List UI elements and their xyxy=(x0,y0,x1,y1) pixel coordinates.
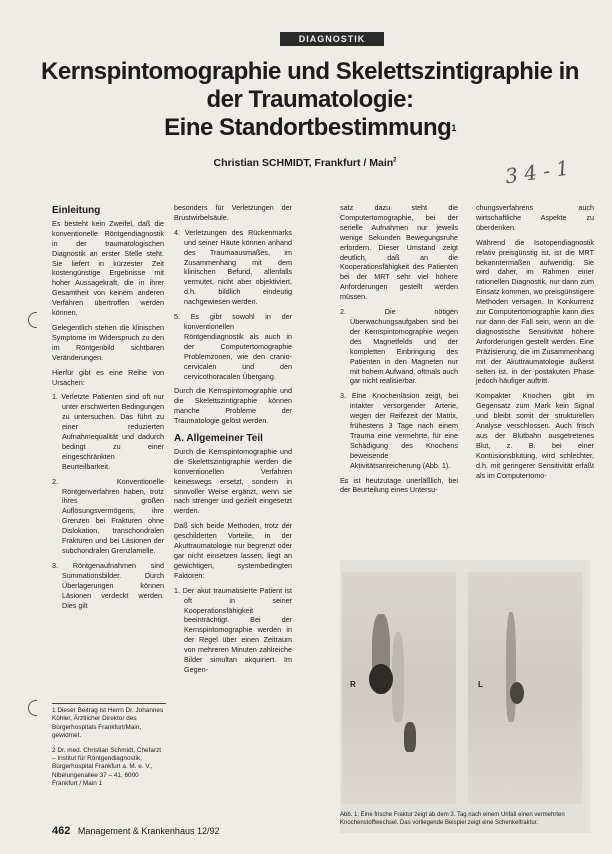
paragraph: Es ist heutzutage unerläßlich, bei der Beurteilung eines Untersu- xyxy=(340,475,458,495)
figure-caption: Abb. 1: Eine frische Fraktur zeigt ab dem 3. Tag nach einem Unfall einen vermehrten Knochenstoffwechsel. Das vorliegende Beispiel zeigt eine Schenkelfraktur. xyxy=(340,812,565,826)
paragraph: satz dazu steht die Computertomographie, bei der serielle Aufnahmen nur jeweils wenige Sekunden Bewegungsruhe erfordern. Dieser Umstand zeigt deutlich, daß an die Kooperationsfähigkeit des Patienten bei der MRT sehr viel höhere Anforderungen gestellt werden müssen. xyxy=(340,203,458,302)
factor-list xyxy=(174,586,292,675)
paragraph: Durch die Kernspintomographie und die Skelettszintigraphie können manche Probleme der Traumatologie gelöst werden. xyxy=(174,386,292,426)
list-item: 3. Röntgenaufnahmen sind Summationsbilder. Durch Überlagerungen können Läsionen verdeckt werden. Dies gilt xyxy=(52,560,164,610)
author-footnote-mark: 2 xyxy=(393,157,397,164)
paragraph: Hierfür gibt es eine Reihe von Ursachen: xyxy=(52,367,164,387)
cause-list xyxy=(52,392,164,610)
paragraph: besonders für Verletzungen der Brustwirbelsäule. xyxy=(174,203,292,222)
title-line-3: Eine Standortbestimmung$^1$ xyxy=(164,114,456,141)
heading-allgemeiner-teil: A. Allgemeiner Teil xyxy=(174,433,263,445)
paragraph: Es besteht kein Zweifel, daß die konventionelle Röntgendiagnostik in der traumatologischen Diagnostik an erster Stelle steht. Sie liefert in kürzester Zeit kostengünstige Ergebnisse mit hoher Aussagekraft, die in ihrer Gesamtheit von keinem anderen Verfahren übertroffen werden können. xyxy=(52,218,164,318)
footnotes xyxy=(52,703,166,795)
scintigram-left-image xyxy=(342,572,456,804)
section-banner: DIAGNOSTIK xyxy=(280,32,384,46)
author-line: Christian SCHMIDT, Frankfurt / Main$^2$ xyxy=(213,157,397,169)
page-number: 462 xyxy=(52,825,71,837)
list-item: 2. Konventionelle Röntgenverfahren haben, trotz ihres großen Auflösungsvermögens, ihre Grenzen bei Frakturen ohne Dislokation, transchondralen Frakturen und bei Läsionen der subchondralen Grenzlamelle. xyxy=(52,476,164,555)
paragraph: Kompakter Knochen gibt im Gegensatz zum Mark kein Signal und bleibt somit der strukturellen Analyse verschlossen. Auch frisch aus der Blutbahn ausgetretenes Blut, z. B. bei einer Kontusionsblutung, wird schlechter, d.h. mit geringerer Sensitivität erfaßt als im Computertomo- xyxy=(476,391,594,480)
footnote: 1 Dieser Beitrag ist Herrn Dr. Johannes Köhler, Ärztlicher Direktor des Bürgerhospitals Frankfurt/Main, gewidmet. xyxy=(52,707,164,740)
figure-scintigraphy xyxy=(340,560,590,833)
list-item: 4. Verletzungen des Rückenmarks und seiner Häute können anhand des Traumaausmaßes, im Zusammenhang mit dem klinischen Befund, allenfalls vermutet, nicht aber objektiviert, d.h. bildlich eindeutig nachgewiesen werden. xyxy=(174,227,292,307)
handwritten-note: 3 4 - 1 xyxy=(503,155,571,189)
factor-list-continued xyxy=(340,307,458,471)
text-column-4 xyxy=(476,203,594,485)
title-line-1: Kernspintomographie und Skelettszintigraphie in xyxy=(41,58,579,85)
list-item: 1. Verletzte Patienten sind oft nur unter erschwerten Bedingungen zu untersuchen. Das führt zu einer reduzierten Aufnahmequalität und dadurch bedingt zu einer eingeschränkten Beurteilbarkeit. xyxy=(52,392,164,471)
heading-einleitung: Einleitung xyxy=(52,205,101,216)
page-footer xyxy=(52,825,332,837)
article-title xyxy=(40,58,580,142)
paragraph: Während die Isotopendiagnostik relativ preisgünstig ist, ist die MRT bekanntermaßen aufwendig. Sie wird daher, im Rahmen einer rationellen Diagnostik, nur dann zum Einsatz kommen, wo preisgünstigere Methoden versagen. In Konkurrenz zur Computertomographie kann dies nur dann der Fall sein, wenn an die diagnostische Sensitivität höhere Anforderungen gestellt werden. Eine Präzisierung, die im Zusammenhang mit der Akuttraumatologie äußerst selten ist, in der postakuten Phase jedoch häufiger auftritt. xyxy=(476,237,594,386)
cause-list-continued xyxy=(174,228,292,382)
label-left-side: L xyxy=(478,680,483,689)
footnote: 2 Dr. med. Christian Schmidt, Chefarzt – Institut für Röntgendiagnostik, Bürgerhospital Frankfurt a. M. e. V., Nibelungenallee 37 – 41, 6000 Frankfurt / Main 1 xyxy=(52,746,162,788)
label-right-side: R xyxy=(350,680,356,689)
scintigram-right-image xyxy=(468,572,582,804)
title-footnote-mark: 1 xyxy=(451,123,456,133)
title-line-2: der Traumatologie: xyxy=(206,86,414,113)
text-column-1 xyxy=(52,206,164,615)
paragraph: Durch die Kernspintomographie und die Skelettszintigraphie werden die konventionellen Verfahren keineswegs ersetzt, sondern in sinnvoller Weise ergänzt, wenn sie nach strenger und gezielt eingesetzt werden. xyxy=(174,446,292,516)
punch-hole-mark xyxy=(28,700,37,716)
punch-hole-mark xyxy=(28,312,37,328)
paragraph: Daß sich beide Methoden, trotz der geschilderten Vorteile, in der Akuttraumatologie nur begrenzt oder gar nicht einsetzen lassen, liegt an gewichtigen, systembedingten Faktoren: xyxy=(174,521,292,580)
list-item: 5. Es gibt sowohl in der konventionellen Röntgendiagnostik als auch in der Computertomographie Problemzonen, wie den cranio-cervicalen und den cervicothoracalen Übergang. xyxy=(174,312,292,381)
list-item: 2. Die nötigen Überwachungsaufgaben sind bei der Kernspintomographie wegen des Magnetfelds und der kompletten Einbringung des Patienten in den Magneten nur mit hohem Aufwand, oftmals auch gar nicht realisierbar. xyxy=(340,307,458,386)
paragraph: Gelegentlich stehen die klinischen Symptome im Widerspruch zu den im Röntgenbild sichtbaren Veränderungen. xyxy=(52,322,164,362)
hotspot-marker xyxy=(369,664,393,694)
journal-name: Management & Krankenhaus 12/92 xyxy=(77,826,220,836)
list-item: 1. Der akut traumatisierte Patient ist oft in seiner Kooperationsfähigkeit beeinträchtigt. Bei der Kernspintomographie werden in der Regel über einen Zeitraum von mehreren Minuten zahlreiche Bilder simultan akquiriert. Im Gegen- xyxy=(174,585,292,674)
text-column-2 xyxy=(174,203,292,680)
paragraph: chungsverfahrens auch wirtschaftliche Aspekte zu überdenken. xyxy=(476,203,594,232)
list-item: 3. Eine Knochenläsion zeigt, bei intakter versorgender Arterie, wegen der Reifezeit der Matrix, frühestens 3 Tage nach einem Trauma eine vermehrte, für eine Schädigung des Knochens beweisende Aktivitätsanreicherung (Abb. 1). xyxy=(340,391,458,470)
hotspot-marker xyxy=(510,682,524,704)
text-column-3 xyxy=(340,203,458,500)
